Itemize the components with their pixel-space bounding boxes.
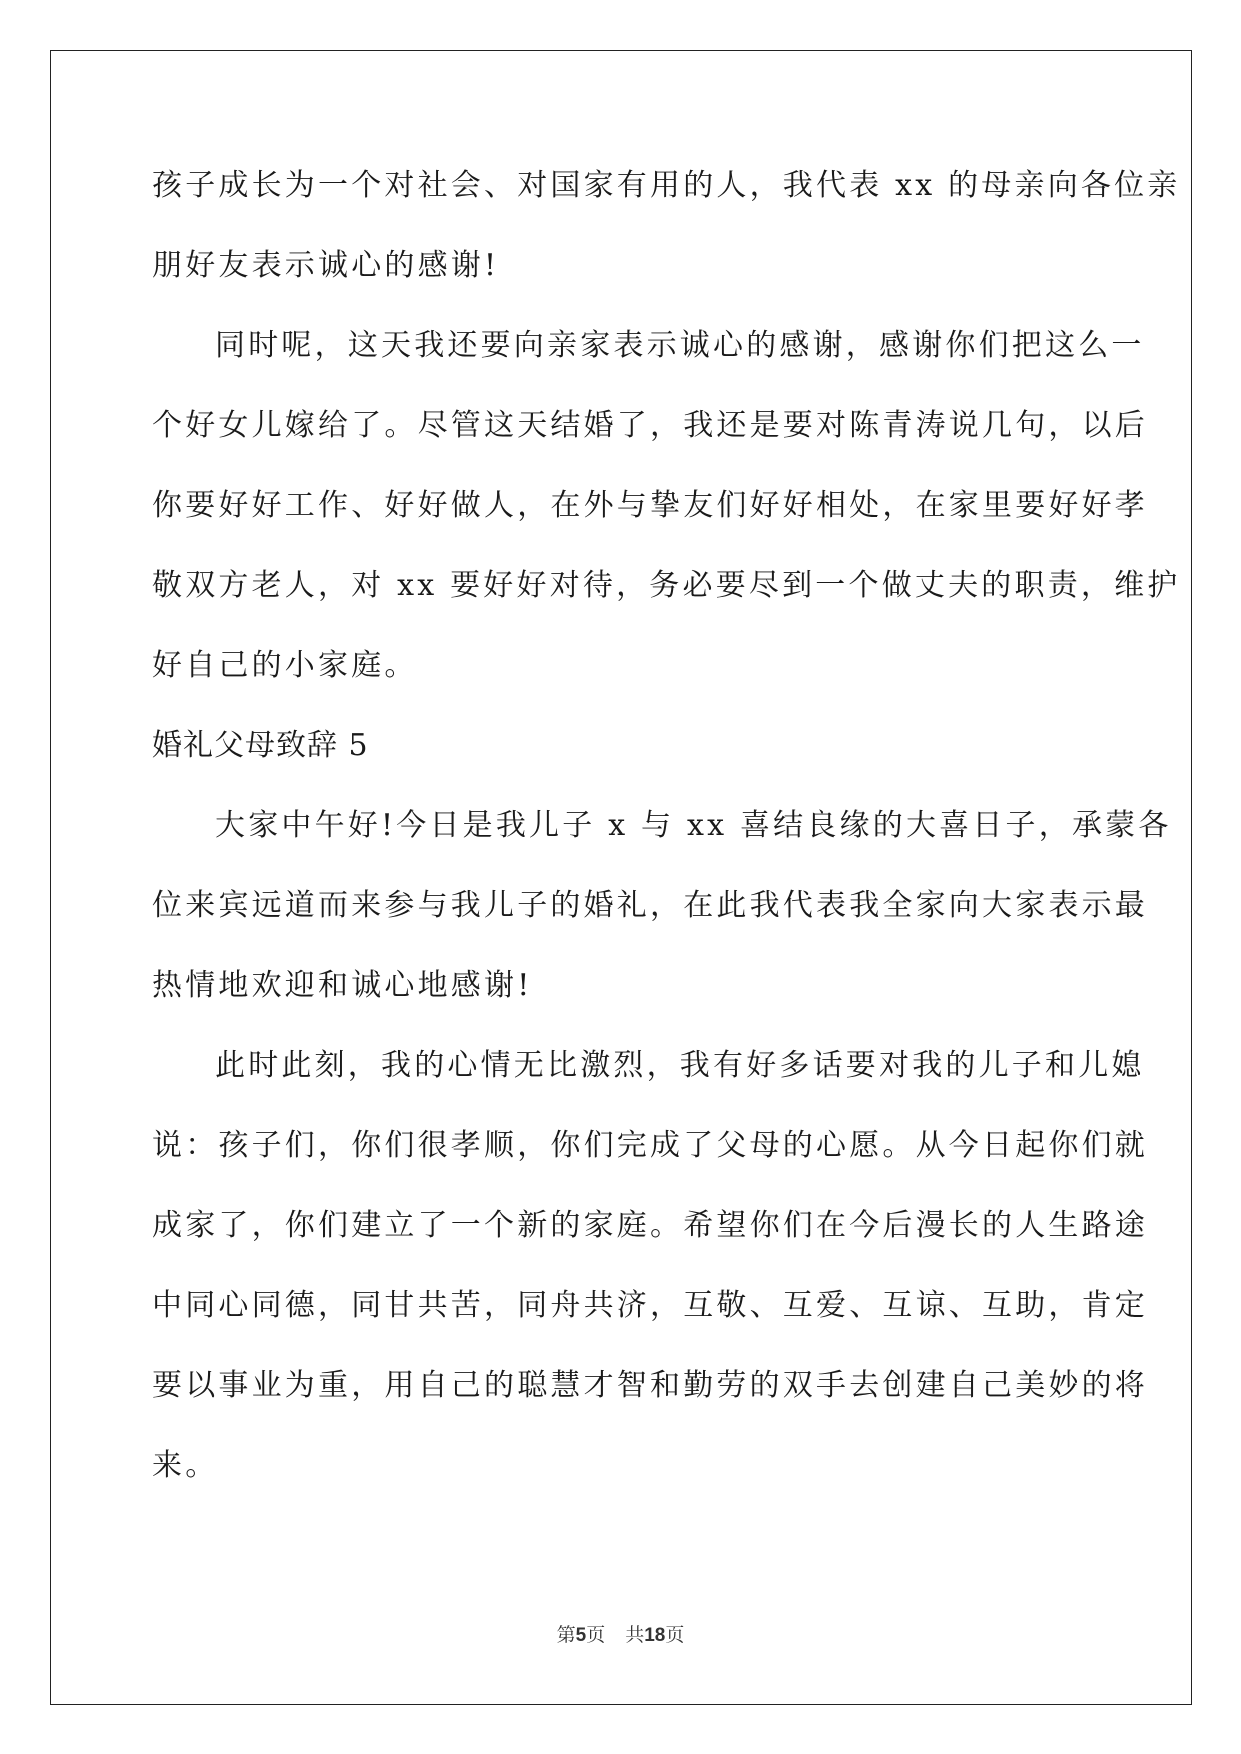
body-line: 孩子成长为一个对社会、对国家有用的人，我代表 xx 的母亲向各位亲 [152,168,1181,203]
section-heading: 婚礼父母致辞 5 [152,728,369,763]
body-line: 中同心同德，同甘共苦，同舟共济，互敬、互爱、互谅、互助，肯定 [152,1288,1148,1323]
body-line: 要以事业为重，用自己的聪慧才智和勤劳的双手去创建自己美妙的将 [152,1368,1148,1403]
paragraph-start-line: 大家中午好!今日是我儿子 x 与 xx 喜结良缘的大喜日子，承蒙各 [215,808,1172,843]
page-footer [0,1620,1241,1647]
document-body [152,160,1181,1520]
body-line: 你要好好工作、好好做人，在外与挚友们好好相处，在家里要好好孝 [152,488,1148,523]
total-pages: 18 [644,1625,666,1646]
body-line: 朋好友表示诚心的感谢! [152,248,500,283]
body-line: 成家了，你们建立了一个新的家庭。希望你们在今后漫长的人生路途 [152,1208,1148,1243]
total-suffix: 页 [665,1624,685,1646]
page-prefix: 第 [556,1624,576,1646]
body-line: 热情地欢迎和诚心地感谢! [152,968,533,1003]
body-line: 说：孩子们，你们很孝顺，你们完成了父母的心愿。从今日起你们就 [152,1128,1148,1163]
body-line: 敬双方老人，对 xx 要好好对待，务必要尽到一个做丈夫的职责，维护 [152,568,1181,603]
paragraph-start-line: 同时呢，这天我还要向亲家表示诚心的感谢，感谢你们把这么一 [215,328,1145,363]
paragraph-start-line: 此时此刻，我的心情无比激烈，我有好多话要对我的儿子和儿媳 [215,1048,1145,1083]
body-line: 好自己的小家庭。 [152,648,418,683]
total-prefix: 共 [625,1624,645,1646]
body-line: 位来宾远道而来参与我儿子的婚礼，在此我代表我全家向大家表示最 [152,888,1148,923]
page-number: 5 [575,1625,587,1646]
body-line: 个好女儿嫁给了。尽管这天结婚了，我还是要对陈青涛说几句，以后 [152,408,1148,443]
page-suffix: 页 [586,1624,606,1646]
body-line: 来。 [152,1448,219,1483]
